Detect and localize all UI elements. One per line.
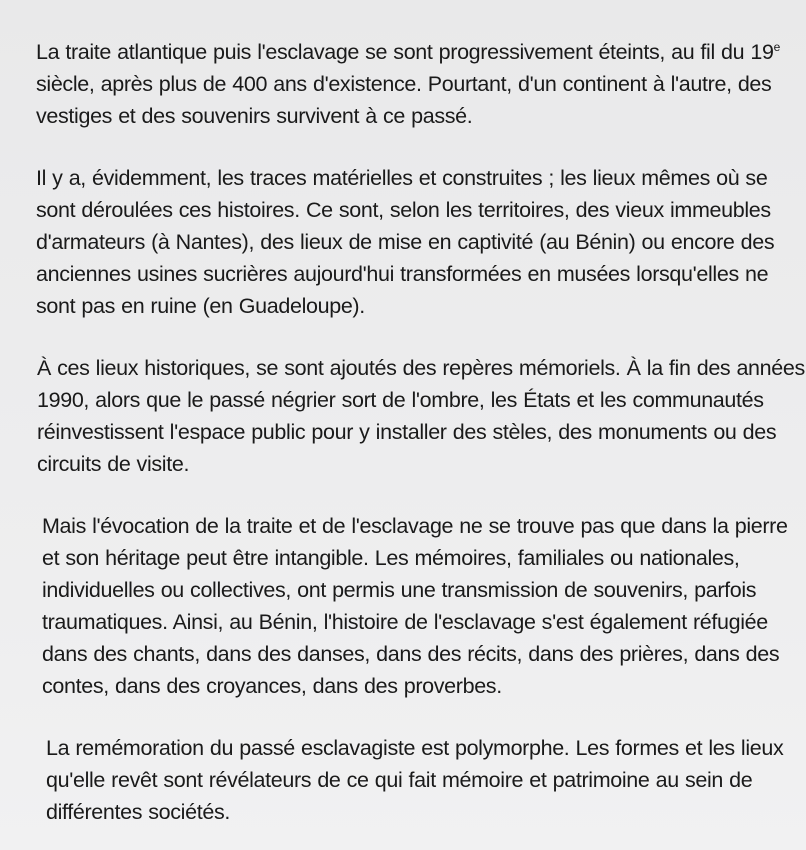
text-line: contes, dans des croyances, dans des proverbes. xyxy=(42,674,502,698)
text-line: traumatiques. Ainsi, au Bénin, l'histoire de l'esclavage s'est également réfugiée xyxy=(42,610,768,634)
paragraph-3 xyxy=(37,352,805,480)
text-line: vestiges et des souvenirs survivent à ce passé. xyxy=(36,104,473,128)
text-line: d'armateurs (à Nantes), des lieux de mise en captivité (au Bénin) ou encore des xyxy=(36,230,775,254)
text-line: individuelles ou collectives, ont permis une transmission de souvenirs, parfois xyxy=(42,578,757,602)
paragraph-5 xyxy=(46,732,784,828)
paragraph-1 xyxy=(36,36,780,132)
text-line: La remémoration du passé esclavagiste est polymorphe. Les formes et les lieux xyxy=(46,736,784,760)
text-line: À ces lieux historiques, se sont ajoutés des repères mémoriels. À la fin des années xyxy=(37,356,805,380)
text-line xyxy=(36,36,780,68)
text-line: circuits de visite. xyxy=(37,452,190,476)
text-line: siècle, après plus de 400 ans d'existence. Pourtant, d'un continent à l'autre, des xyxy=(36,72,772,96)
text-line: dans des chants, dans des danses, dans des récits, dans des prières, dans des xyxy=(42,642,780,666)
text-line: différentes sociétés. xyxy=(46,800,230,824)
text-line: qu'elle revêt sont révélateurs de ce qui fait mémoire et patrimoine au sein de xyxy=(46,768,753,792)
text-line: sont déroulées ces histoires. Ce sont, selon les territoires, des vieux immeubles xyxy=(36,198,771,222)
text-line: Il y a, évidemment, les traces matérielles et construites ; les lieux mêmes où se xyxy=(36,166,768,190)
paragraph-2 xyxy=(36,162,775,322)
text-line: 1990, alors que le passé négrier sort de l'ombre, les États et les communautés xyxy=(37,388,764,412)
text-line: réinvestissent l'espace public pour y installer des stèles, des monuments ou des xyxy=(37,420,777,444)
text-line: Mais l'évocation de la traite et de l'esclavage ne se trouve pas que dans la pierre xyxy=(42,514,788,538)
text-line-content: La traite atlantique puis l'esclavage se sont progressivement éteints, au fil du 19 xyxy=(36,40,774,64)
text-line: et son héritage peut être intangible. Les mémoires, familiales ou nationales, xyxy=(42,546,740,570)
superscript: e xyxy=(773,39,780,54)
text-line: sont pas en ruine (en Guadeloupe). xyxy=(36,294,365,318)
text-line: anciennes usines sucrières aujourd'hui transformées en musées lorsqu'elles ne xyxy=(36,262,769,286)
paragraph-4 xyxy=(42,510,788,702)
